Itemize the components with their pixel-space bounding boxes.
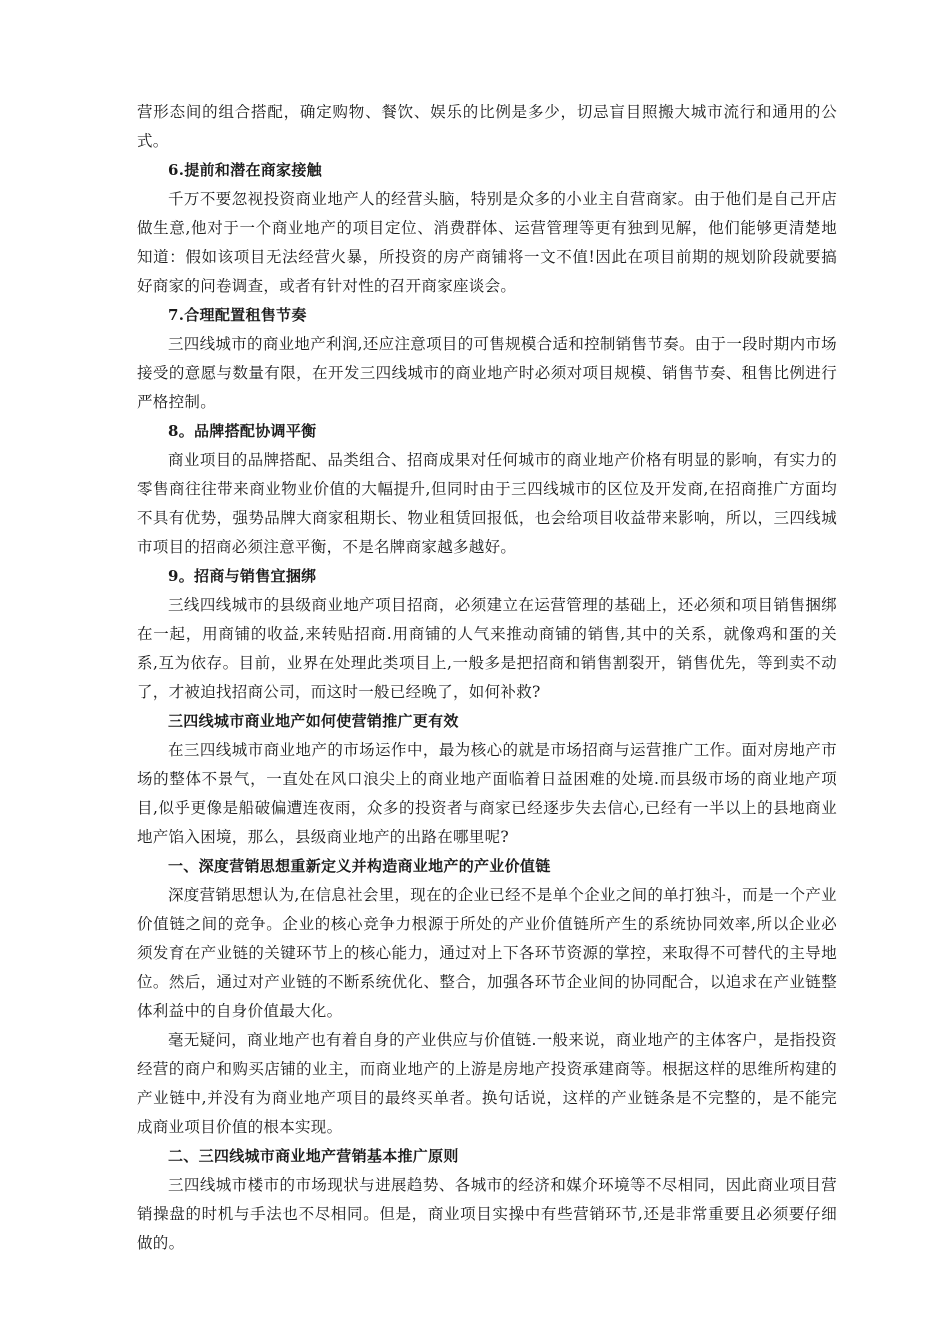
paragraph: 深度营销思想认为,在信息社会里，现在的企业已经不是单个企业之间的单打独斗，而是一个产业价值链之间的竞争。企业的核心竞争力根源于所处的产业价值链所产生的系统协同效率,所以企业必须发育在产业链的关键环节上的核心能力，通过对上下各环节资源的掌控，来取得不可替代的主导地位。然后，通过对产业链的不断系统优化、整合，加强各环节企业间的协同配合，以追求在产业链整体利益中的自身价值最大化。 <box>137 886 837 1020</box>
paragraph: 营形态间的组合搭配，确定购物、餐饮、娱乐的比例是多少，切忌盲目照搬大城市流行和通用的公式。 <box>137 103 837 150</box>
section-heading: 7.合理配置租售节奏 <box>168 306 307 324</box>
section-heading: 三四线城市商业地产如何使营销推广更有效 <box>168 712 459 730</box>
paragraph: 商业项目的品牌搭配、品类组合、招商成果对任何城市的商业地产价格有明显的影响，有实力的零售商往往带来商业物业价值的大幅提升,但同时由于三四线城市的区位及开发商,在招商推广方面均不具有优势，强势品牌大商家租期长、物业租赁回报低，也会给项目收益带来影响，所以，三四线城市项目的招商必须注意平衡，不是名牌商家越多越好。 <box>137 451 837 556</box>
section-heading: 6.提前和潜在商家接触 <box>168 161 322 179</box>
section-heading: 二、三四线城市商业地产营销基本推广原则 <box>168 1147 459 1165</box>
paragraph: 毫无疑问，商业地产也有着自身的产业供应与价值链.一般来说，商业地产的主体客户，是指投资经营的商户和购买店铺的业主，而商业地产的上游是房地产投资承建商等。根据这样的思维所构建的产业链中,并没有为商业地产项目的最终买单者。换句话说，这样的产业链条是不完整的，是不能完成商业项目价值的根本实现。 <box>137 1031 837 1136</box>
section-heading: 一、深度营销思想重新定义并构造商业地产的产业价值链 <box>168 857 551 875</box>
paragraph: 在三四线城市商业地产的市场运作中，最为核心的就是市场招商与运营推广工作。面对房地产市场的整体不景气，一直处在风口浪尖上的商业地产面临着日益困难的处境.而县级市场的商业地产项目,似乎更像是船破偏遭连夜雨，众多的投资者与商家已经逐步失去信心,已经有一半以上的县地商业地产馅入困境，那么，县级商业地产的出路在哪里呢? <box>137 741 837 846</box>
paragraph: 三四线城市楼市的市场现状与进展趋势、各城市的经济和媒介环境等不尽相同，因此商业项目营销操盘的时机与手法也不尽相同。但是，商业项目实操中有些营销环节,还是非常重要且必须要仔细做的。 <box>137 1176 837 1252</box>
paragraph: 三四线城市的商业地产利润,还应注意项目的可售规模合适和控制销售节奏。由于一段时期内市场接受的意愿与数量有限，在开发三四线城市的商业地产时必须对项目规模、销售节奏、租售比例进行严格控制。 <box>137 335 837 411</box>
section-heading: 9。招商与销售宜捆绑 <box>168 567 317 585</box>
paragraph: 千万不要忽视投资商业地产人的经营头脑，特别是众多的小业主自营商家。由于他们是自己开店做生意,他对于一个商业地产的项目定位、消费群体、运营管理等更有独到见解，他们能够更清楚地知道：假如该项目无法经营火暴，所投资的房产商铺将一文不值!因此在项目前期的规划阶段就要搞好商家的问卷调查，或者有针对性的召开商家座谈会。 <box>137 190 837 295</box>
document-page <box>137 98 837 1258</box>
paragraph: 三线四线城市的县级商业地产项目招商，必须建立在运营管理的基础上，还必须和项目销售捆绑在一起，用商铺的收益,来转贴招商.用商铺的人气来推动商铺的销售,其中的关系，就像鸡和蛋的关系,互为依存。目前，业界在处理此类项目上,一般多是把招商和销售割裂开，销售优先，等到卖不动了，才被迫找招商公司，而这时一般已经晚了，如何补救? <box>137 596 837 701</box>
section-heading: 8。品牌搭配协调平衡 <box>168 422 317 440</box>
